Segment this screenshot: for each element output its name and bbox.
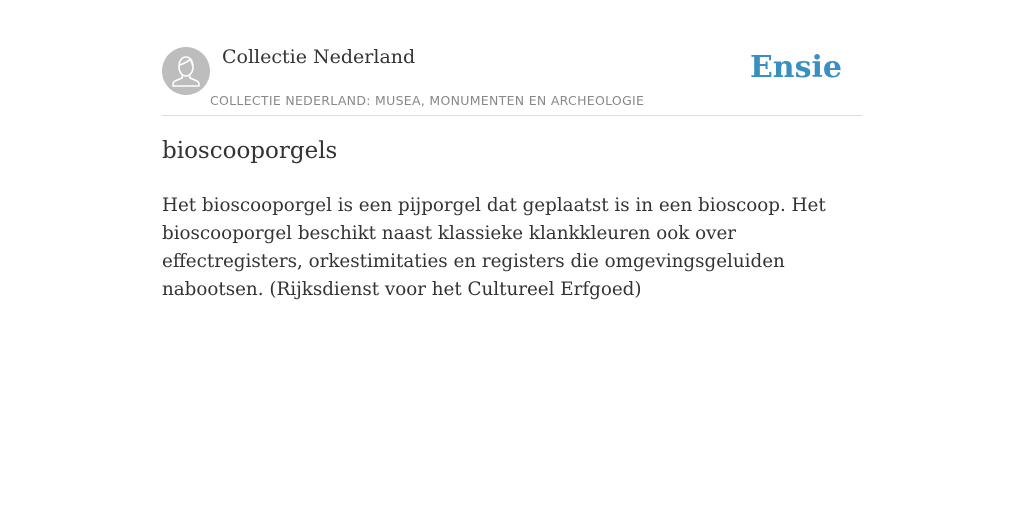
- author-avatar[interactable]: [162, 47, 210, 95]
- author-name[interactable]: Collectie Nederland: [222, 46, 416, 68]
- author-subtitle: COLLECTIE NEDERLAND: MUSEA, MONUMENTEN EN ARCHEOLOGIE: [210, 93, 645, 108]
- user-icon: [162, 47, 210, 95]
- author-header: [162, 40, 862, 116]
- entry-definition: Het bioscooporgel is een pijporgel dat geplaatst is in een bioscoop. Het bioscooporgel beschikt naast klassieke klankkleuren ook over effectregisters, orkestimitaties en registers die omgevingsgeluiden nabootsen. (Rijksdienst voor het Cultureel Erfgoed): [162, 195, 826, 300]
- brand-logo[interactable]: Ensie: [749, 50, 842, 85]
- entry-term: bioscooporgels: [162, 138, 338, 164]
